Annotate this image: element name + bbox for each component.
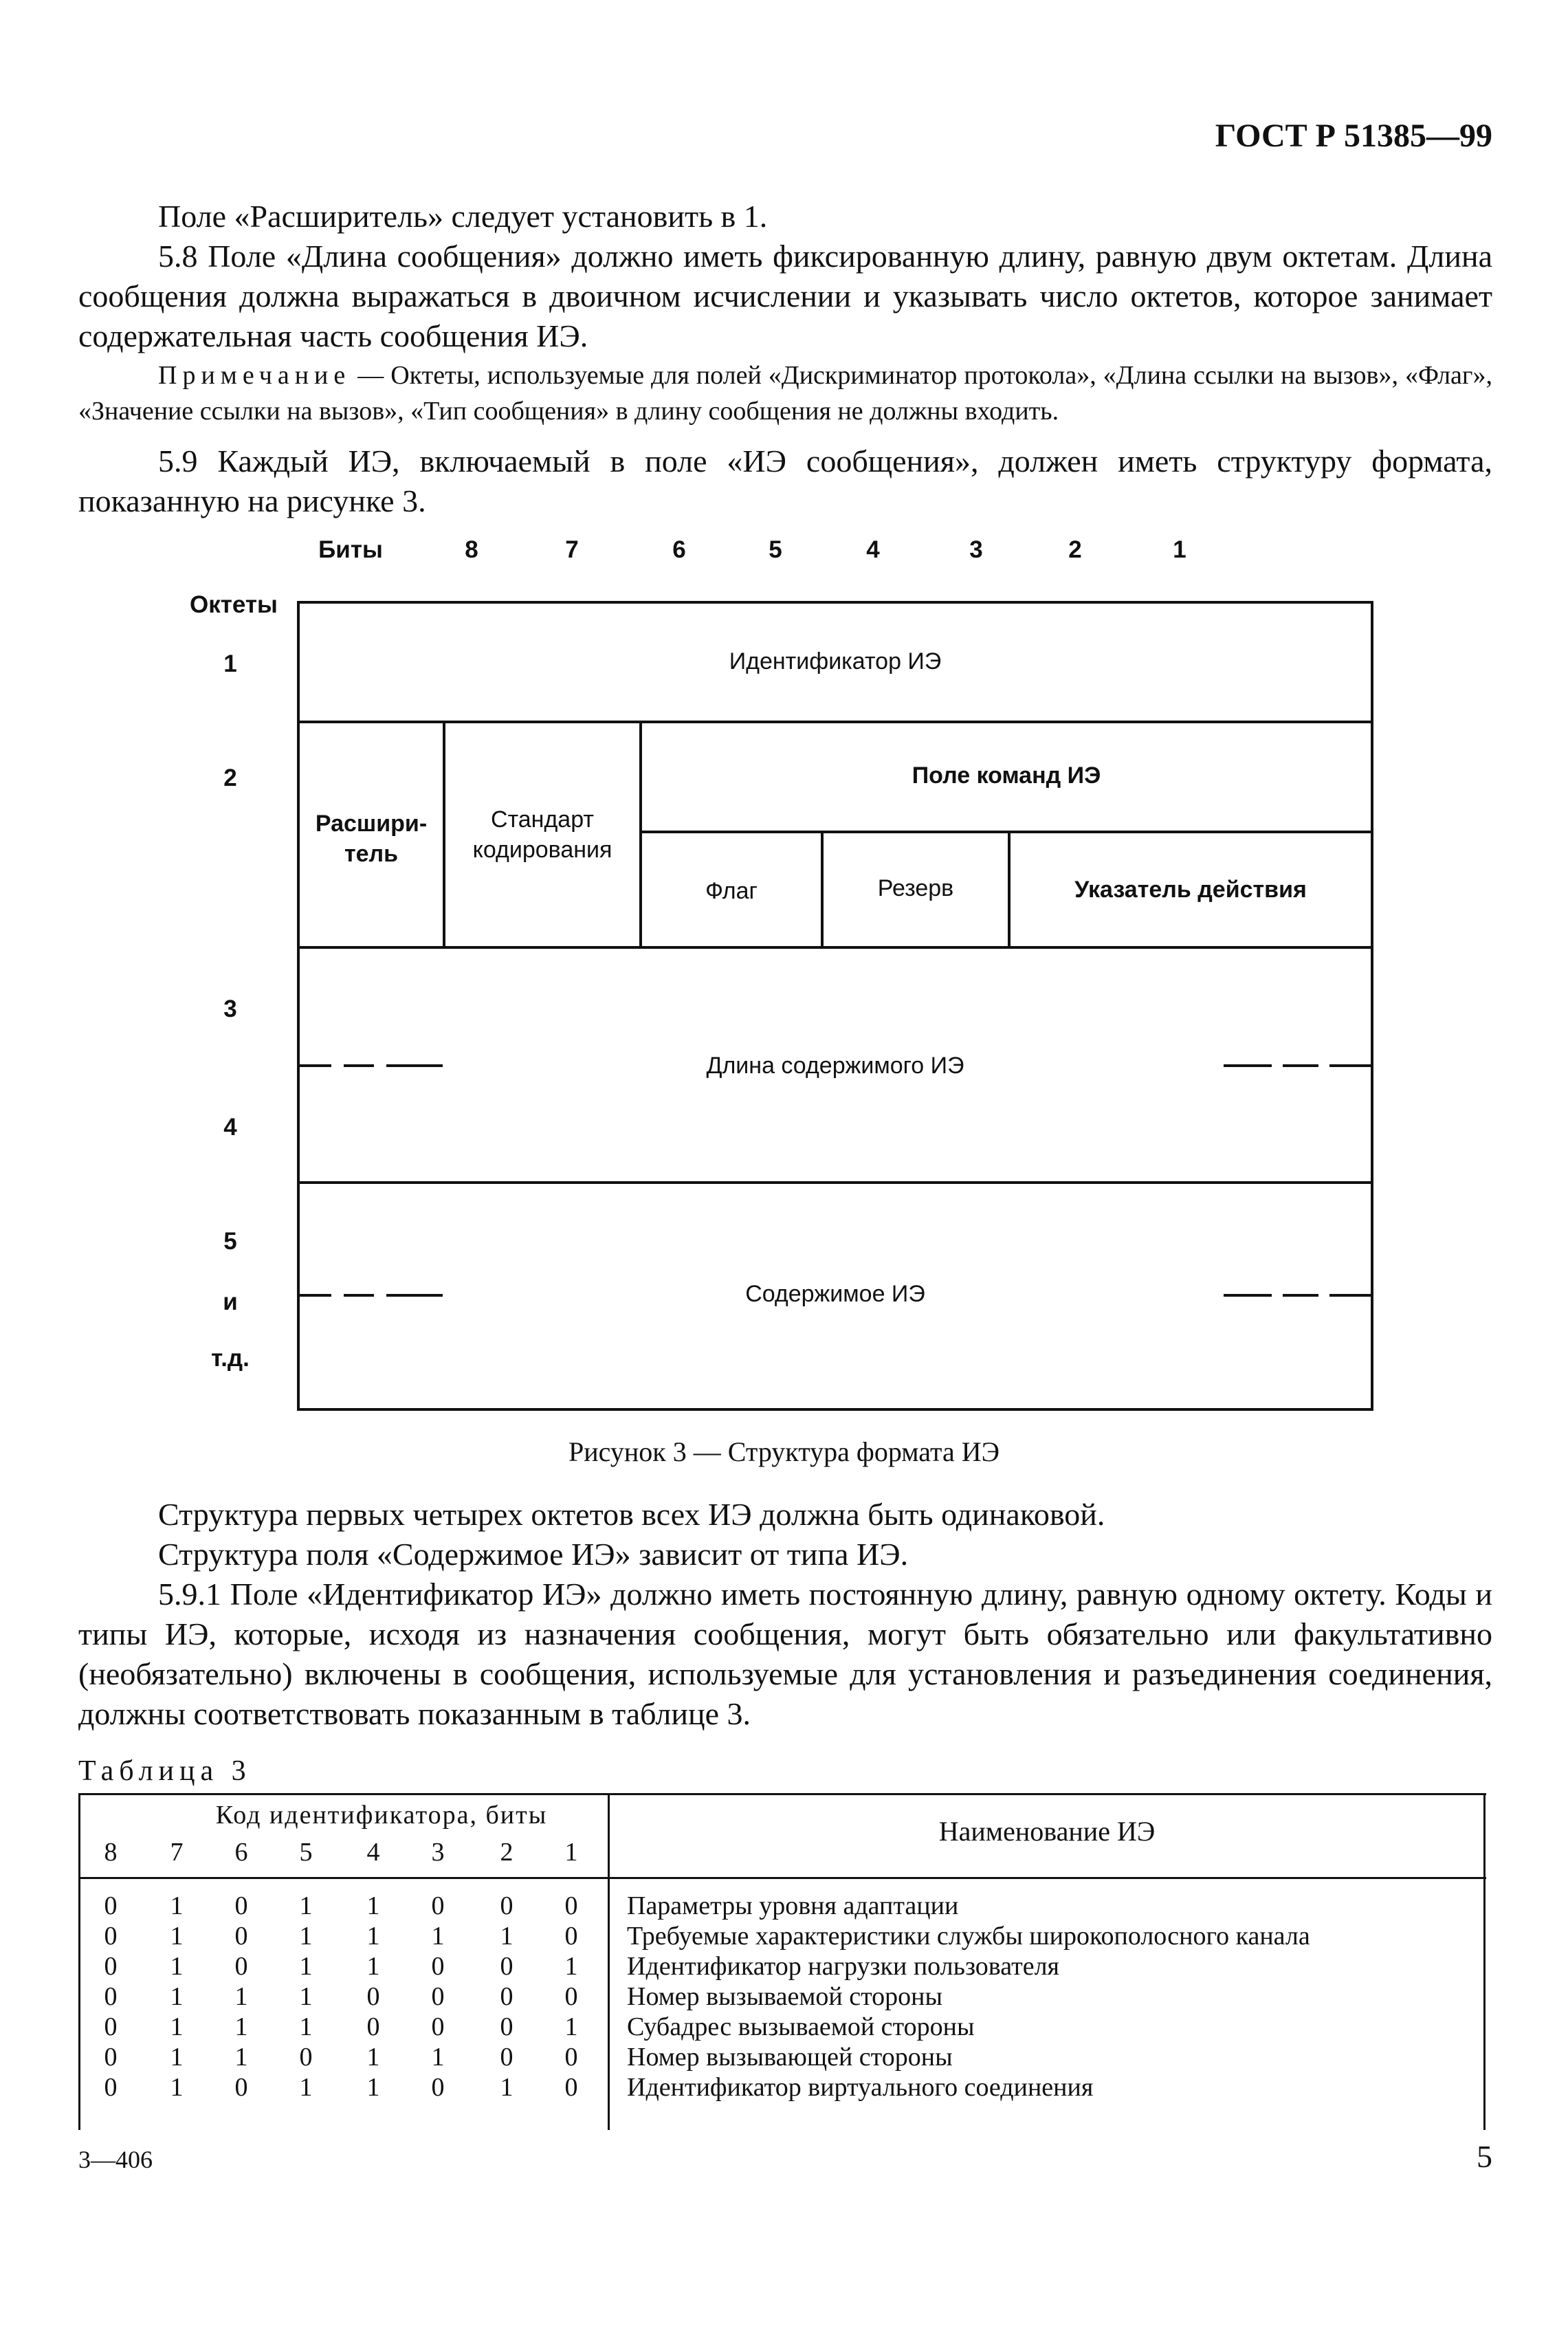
- bit-cell: 1: [299, 1891, 313, 1920]
- coding-line2: кодирования: [472, 837, 612, 863]
- bit-cell: 1: [170, 2043, 184, 2072]
- standard-number: ГОСТ Р 51385—99: [1215, 118, 1492, 154]
- bit-header: 3: [969, 536, 983, 563]
- reserve-cell: Резерв: [877, 875, 954, 901]
- octet-number: 5: [223, 1228, 237, 1255]
- bit-cell: 0: [234, 1952, 248, 1981]
- paragraph-5-8: 5.8 Поле «Длина сообщения» должно иметь фиксированную длину, равную двум октетам. Длина сообщения должна выражаться в двоичном исчислении и указывать число октетов, которое занимает содержательная часть сообщения ИЭ.: [78, 239, 1492, 353]
- ie-name-cell: Идентификатор нагрузки пользователя: [627, 1952, 1060, 1981]
- bit-column-header: 8: [104, 1838, 118, 1867]
- bit-cell: 0: [104, 2043, 118, 2072]
- bit-cell: 0: [234, 1922, 248, 1951]
- bit-cell: 0: [564, 2043, 578, 2072]
- ie-name-cell: Номер вызывающей стороны: [627, 2043, 953, 2072]
- bit-cell: 0: [234, 1891, 248, 1920]
- bit-cell: 0: [104, 1982, 118, 2011]
- octet-number: 2: [223, 765, 237, 791]
- identifier-cell: Идентификатор ИЭ: [729, 648, 942, 674]
- bit-cell: 0: [431, 1891, 445, 1920]
- note-label: Примечание: [158, 361, 351, 390]
- bit-cell: 1: [234, 2043, 248, 2072]
- table-right-border: [1483, 1793, 1486, 2130]
- coding-line1: Стандарт: [491, 806, 594, 833]
- octet-number: 3: [223, 996, 237, 1022]
- bit-cell: 1: [170, 1982, 184, 2011]
- bit-cell: 0: [564, 2073, 578, 2102]
- bit-column-header: 1: [564, 1838, 578, 1867]
- bit-cell: 0: [500, 1891, 514, 1920]
- octet-number: и: [223, 1288, 238, 1315]
- bit-cell: 0: [500, 2012, 514, 2041]
- bit-cell: 1: [366, 1952, 380, 1981]
- octets-label: Октеты: [190, 591, 278, 618]
- bit-cell: 0: [564, 1891, 578, 1920]
- bit-cell: 1: [366, 2043, 380, 2072]
- bit-cell: 1: [299, 2012, 313, 2041]
- command-field-cell: Поле команд ИЭ: [912, 762, 1101, 789]
- table-left-border: [78, 1793, 80, 2130]
- bit-cell: 1: [431, 2043, 445, 2072]
- figure-caption: Рисунок 3 — Структура формата ИЭ: [568, 1436, 1000, 1467]
- bit-cell: 1: [299, 2073, 313, 2102]
- octet-number: т.д.: [211, 1345, 250, 1372]
- note-text: — Октеты, используемые для полей «Дискриминатор протокола», «Длина ссылки на вызов», «Флаг», «Значение ссылки на вызов», «Тип сообщения» в длину сообщения не должны входить.: [78, 361, 1492, 426]
- bit-cell: 0: [104, 1922, 118, 1951]
- code-header: Код идентификатора, биты: [215, 1801, 548, 1830]
- bit-cell: 0: [104, 2012, 118, 2041]
- extender-line1: Расшири-: [315, 811, 428, 837]
- bit-cell: 0: [104, 1952, 118, 1981]
- bit-header: 4: [866, 536, 880, 563]
- bit-header: 7: [565, 536, 579, 563]
- length-cell: Длина содержимого ИЭ: [706, 1053, 964, 1079]
- bit-cell: 0: [104, 2073, 118, 2102]
- bit-cell: 1: [366, 1891, 380, 1920]
- bit-cell: 0: [431, 1982, 445, 2011]
- bit-header: 8: [465, 536, 478, 563]
- bit-cell: 1: [500, 1922, 514, 1951]
- bit-column-header: 5: [299, 1838, 313, 1867]
- bit-cell: 1: [431, 1922, 445, 1951]
- bit-cell: 1: [170, 2012, 184, 2041]
- octet-number: 1: [223, 650, 237, 677]
- bit-cell: 1: [170, 1891, 184, 1920]
- ie-name-cell: Идентификатор виртуального соединения: [627, 2073, 1094, 2102]
- print-code: 3—406: [78, 2146, 153, 2173]
- bit-column-header: 7: [170, 1838, 184, 1867]
- bit-cell: 1: [234, 1982, 248, 2011]
- bits-label: Биты: [318, 536, 383, 563]
- bit-cell: 0: [500, 1982, 514, 2011]
- paragraph-content: Структура поля «Содержимое ИЭ» зависит от типа ИЭ.: [158, 1537, 909, 1572]
- table-title: Таблица 3: [78, 1755, 252, 1787]
- action-indicator-cell: Указатель действия: [1074, 877, 1307, 903]
- bit-cell: 0: [366, 1982, 380, 2011]
- ie-name-cell: Номер вызываемой стороны: [627, 1982, 943, 2011]
- bit-header: 2: [1068, 536, 1082, 563]
- bit-header: 5: [769, 536, 782, 563]
- paragraph-5-9-1: 5.9.1 Поле «Идентификатор ИЭ» должно иметь постоянную длину, равную одному октету. Коды и типы ИЭ, которые, исходя из назначения сообщения, могут быть обязательно или факультативно (необязательно) включены в сообщения, используемые для установления и разъединения соединения, должны соответствовать показанным в таблице 3.: [78, 1577, 1492, 1731]
- bit-header: 6: [672, 536, 686, 563]
- extender-line2: тель: [344, 841, 399, 867]
- flag-cell: Флаг: [705, 878, 758, 904]
- bit-cell: 0: [431, 1952, 445, 1981]
- bit-cell: 1: [366, 1922, 380, 1951]
- bit-cell: 0: [104, 1891, 118, 1920]
- table-top-border: [78, 1793, 1486, 1795]
- name-header: Наименование ИЭ: [938, 1816, 1156, 1847]
- bit-cell: 0: [431, 2012, 445, 2041]
- bit-cell: 1: [299, 1952, 313, 1981]
- bit-cell: 0: [564, 1982, 578, 2011]
- bit-column-header: 3: [431, 1838, 445, 1867]
- bit-cell: 1: [170, 2073, 184, 2102]
- bit-cell: 0: [500, 1952, 514, 1981]
- bit-cell: 0: [366, 2012, 380, 2041]
- bit-cell: 1: [299, 1982, 313, 2011]
- octet-number: 4: [223, 1114, 237, 1141]
- bit-cell: 1: [564, 1952, 578, 1981]
- bit-cell: 0: [234, 2073, 248, 2102]
- bit-cell: 1: [170, 1952, 184, 1981]
- bit-cell: 1: [234, 2012, 248, 2041]
- bit-cell: 1: [366, 2073, 380, 2102]
- table-column-divider: [608, 1793, 610, 2130]
- paragraph-5-9: 5.9 Каждый ИЭ, включаемый в поле «ИЭ сообщения», должен иметь структуру формата, показанную на рисунке 3.: [78, 443, 1492, 518]
- bit-cell: 0: [431, 2073, 445, 2102]
- bit-cell: 1: [564, 2012, 578, 2041]
- bit-cell: 0: [564, 1922, 578, 1951]
- bit-cell: 1: [500, 2073, 514, 2102]
- ie-name-cell: Параметры уровня адаптации: [627, 1891, 959, 1920]
- bit-header: 1: [1173, 536, 1186, 563]
- bit-cell: 1: [299, 1922, 313, 1951]
- bit-column-header: 2: [500, 1838, 514, 1867]
- paragraph-structure: Структура первых четырех октетов всех ИЭ должна быть одинаковой.: [158, 1497, 1105, 1532]
- bit-column-header: 4: [366, 1838, 380, 1867]
- page-number: 5: [1477, 2139, 1492, 2174]
- bit-column-header: 6: [234, 1838, 248, 1867]
- paragraph-extender: Поле «Расширитель» следует установить в 1.: [158, 199, 768, 234]
- table-header-divider: [78, 1877, 1486, 1879]
- ie-name-cell: Требуемые характеристики службы широкополосного канала: [627, 1922, 1310, 1951]
- ie-name-cell: Субадрес вызываемой стороны: [627, 2012, 975, 2041]
- content-cell: Содержимое ИЭ: [745, 1281, 925, 1307]
- bit-cell: 1: [170, 1922, 184, 1951]
- bit-cell: 0: [299, 2043, 313, 2072]
- bit-cell: 0: [500, 2043, 514, 2072]
